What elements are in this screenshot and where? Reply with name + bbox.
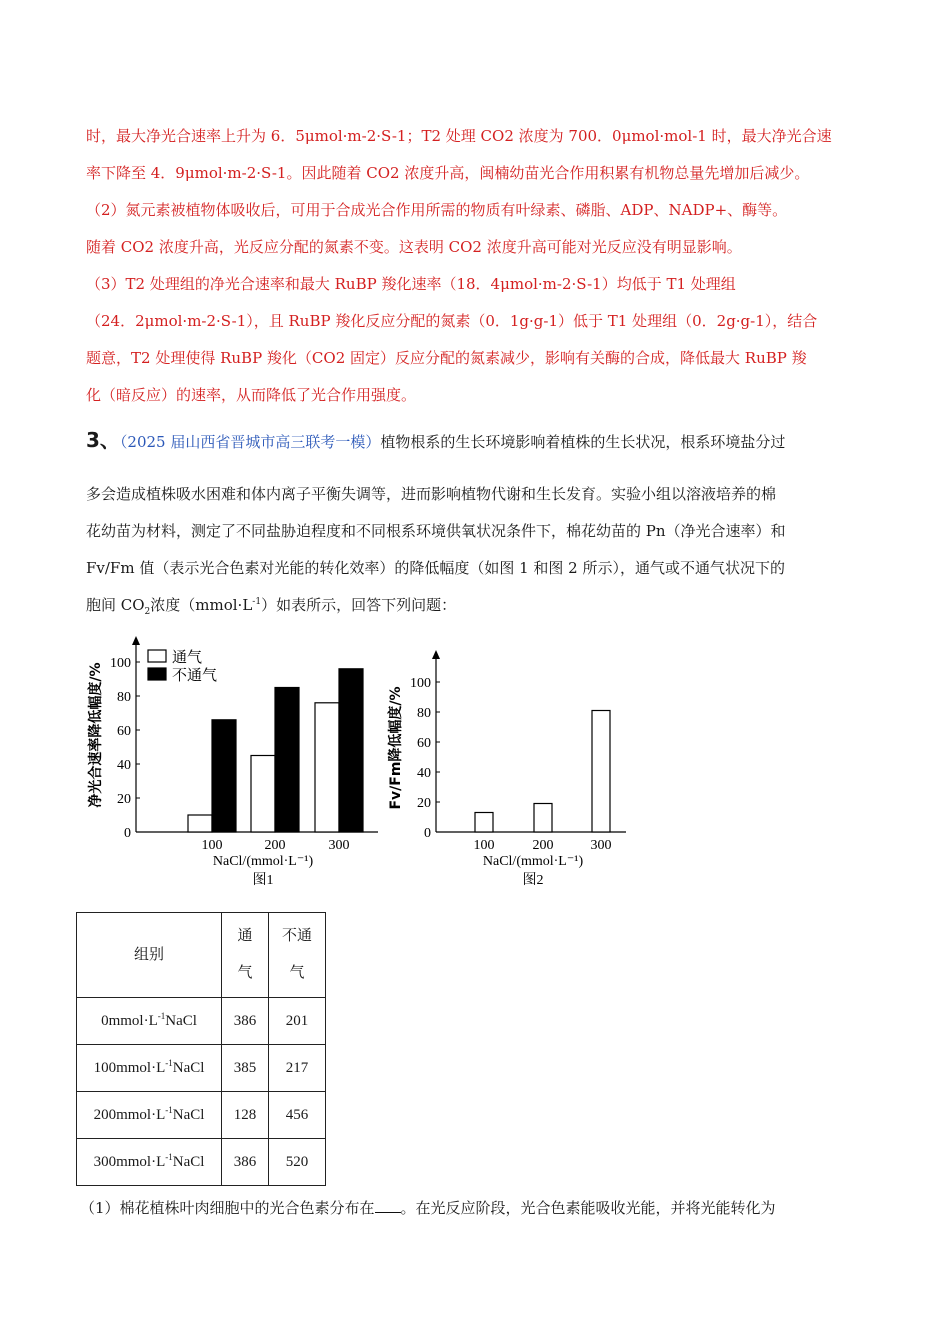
header-ventilated-a: 通 bbox=[237, 928, 253, 944]
subquestion-1 bbox=[80, 1190, 866, 1227]
answer-line-1: 时，最大净光合速率上升为 6．5μmol·m-2·S-1；T2 处理 CO2 浓度为 700．0μmol·mol-1 时，最大净光合速 bbox=[86, 127, 832, 145]
question-text-3: 花幼苗为材料，测定了不同盐胁迫程度和不同根系环境供氧状况条件下，棉花幼苗的 Pn（净光合速率）和 bbox=[86, 522, 786, 540]
y-tick-label: 80 bbox=[417, 706, 431, 721]
question-heading bbox=[86, 422, 866, 461]
y-tick-label: 0 bbox=[424, 826, 431, 841]
table-row bbox=[77, 1092, 326, 1139]
bar bbox=[592, 711, 610, 833]
answer-line-5: （3）T2 处理组的净光合速率和最大 RuBP 羧化速率（18．4μmol·m-2·S-1）均低于 T1 处理组 bbox=[86, 275, 736, 293]
figure-2-chart bbox=[386, 630, 636, 892]
question-text-2: 多会造成植株吸水困难和体内离子平衡失调等，进而影响植物代谢和生长发育。实验小组以溶液培养的棉 bbox=[86, 485, 777, 503]
subq1-a: （1）棉花植株叶肉细胞中的光合色素分布在 bbox=[80, 1199, 375, 1217]
question-source: （2025 届山西省晋城市高三联考一模） bbox=[119, 433, 381, 451]
x-axis-label: NaCl/(mmol·L⁻¹) bbox=[482, 854, 584, 869]
y-axis-arrow bbox=[132, 636, 140, 645]
question-text-5 bbox=[86, 587, 866, 624]
table-row bbox=[77, 1139, 326, 1186]
row-label: $200mmol\cdot L^{-1}NaCl$ bbox=[77, 1092, 222, 1139]
answer-line-8: 化（暗反应）的速率，从而降低了光合作用强度。 bbox=[86, 386, 417, 404]
legend-label: 通气 bbox=[172, 648, 203, 666]
x-tick-label: 300 bbox=[328, 838, 350, 853]
bar bbox=[339, 669, 363, 832]
bar bbox=[315, 703, 339, 832]
row-unventilated: 456 bbox=[269, 1092, 326, 1139]
x-tick-label: 100 bbox=[473, 838, 495, 853]
header-group: 组别 bbox=[77, 913, 222, 998]
answer-line-3: （2）氮元素被植物体吸收后，可用于合成光合作用所需的物质有叶绿素、磷脂、ADP、NADP+、酶等。 bbox=[86, 201, 788, 219]
answer-line-6: （24．2μmol·m-2·S-1），且 RuBP 羧化反应分配的氮素（0．1g·g-1）低于 T1 处理组（0．2g·g-1），结合 bbox=[86, 312, 818, 330]
row-unventilated: 520 bbox=[269, 1139, 326, 1186]
table-row bbox=[77, 1045, 326, 1092]
table-header-row bbox=[77, 913, 326, 998]
bar bbox=[212, 720, 236, 832]
y-tick-label: 60 bbox=[417, 736, 431, 751]
bar bbox=[188, 815, 212, 832]
chart-title: 图1 bbox=[252, 873, 274, 888]
figure-1-chart bbox=[86, 630, 386, 892]
x-tick-label: 100 bbox=[201, 838, 223, 853]
answer-line-7: 题意，T2 处理使得 RuBP 羧化（CO2 固定）反应分配的氮素减少，影响有关酶的合成，降低最大 RuBP 羧 bbox=[86, 349, 807, 367]
answer-line-4: 随着 CO2 浓度升高，光反应分配的氮素不变。这表明 CO2 浓度升高可能对光反应没有明显影响。 bbox=[86, 238, 742, 256]
question-text-4: Fv/Fm 值（表示光合色素对光能的转化效率）的降低幅度（如图 1 和图 2 所示），通气或不通气状况下的 bbox=[86, 559, 785, 577]
y-tick-label: 100 bbox=[110, 656, 131, 671]
row-label: $300mmol\cdot L^{-1}NaCl$ bbox=[77, 1139, 222, 1186]
legend-swatch bbox=[148, 668, 166, 680]
row-ventilated: 386 bbox=[222, 998, 269, 1045]
question-text-1: 植物根系的生长环境影响着植株的生长状况，根系环境盐分过 bbox=[380, 433, 786, 451]
y-axis-label: 净光合速率降低幅度/% bbox=[88, 662, 104, 808]
figures bbox=[86, 630, 866, 892]
question-number: 3、 bbox=[86, 428, 120, 452]
bar bbox=[275, 688, 299, 833]
y-tick-label: 60 bbox=[117, 724, 131, 739]
text5-a: 胞间 CO bbox=[86, 596, 145, 614]
y-axis-arrow bbox=[432, 650, 440, 659]
row-ventilated: 385 bbox=[222, 1045, 269, 1092]
row-label: $100mmol\cdot L^{-1}NaCl$ bbox=[77, 1045, 222, 1092]
y-tick-label: 100 bbox=[410, 676, 431, 691]
x-tick-label: 300 bbox=[590, 838, 612, 853]
y-tick-label: 80 bbox=[117, 690, 131, 705]
chart-title: 图2 bbox=[522, 873, 544, 888]
bar bbox=[534, 804, 552, 833]
x-axis-label: NaCl/(mmol·L⁻¹) bbox=[212, 854, 314, 869]
bar bbox=[251, 756, 275, 833]
document-page bbox=[80, 118, 866, 1227]
header-unventilated bbox=[269, 913, 326, 998]
y-tick-label: 20 bbox=[117, 792, 131, 807]
table-row bbox=[77, 998, 326, 1045]
y-tick-label: 40 bbox=[117, 758, 131, 773]
x-tick-label: 200 bbox=[532, 838, 554, 853]
text5-sub: 2 bbox=[144, 607, 151, 617]
header-ventilated bbox=[222, 913, 269, 998]
co2-table bbox=[76, 912, 326, 1186]
header-unventilated-a: 不通 bbox=[281, 928, 312, 944]
x-tick-label: 200 bbox=[264, 838, 286, 853]
y-tick-label: 20 bbox=[417, 796, 431, 811]
row-unventilated: 217 bbox=[269, 1045, 326, 1092]
y-tick-label: 0 bbox=[124, 826, 131, 841]
row-ventilated: 386 bbox=[222, 1139, 269, 1186]
y-tick-label: 40 bbox=[417, 766, 431, 781]
header-unventilated-b: 气 bbox=[289, 965, 305, 981]
bar bbox=[475, 813, 493, 833]
row-unventilated: 201 bbox=[269, 998, 326, 1045]
row-label: $0mmol\cdot L^{-1}NaCl$ bbox=[77, 998, 222, 1045]
text5-c: ）如表所示，回答下列问题： bbox=[261, 596, 457, 614]
subq1-b: 。在光反应阶段，光合色素能吸收光能，并将光能转化为 bbox=[400, 1199, 776, 1217]
y-axis-label: Fv/Fm降低幅度/% bbox=[388, 686, 404, 810]
legend-swatch bbox=[148, 650, 166, 662]
answer-blank[interactable] bbox=[375, 1198, 401, 1213]
legend-label: 不通气 bbox=[172, 666, 218, 684]
text5-sup: -1 bbox=[252, 597, 262, 607]
answer-line-2: 率下降至 4．9μmol·m-2·S-1。因此随着 CO2 浓度升高，闽楠幼苗光合作用积累有机物总量先增加后减少。 bbox=[86, 164, 810, 182]
text5-b: 浓度（mmol·L bbox=[150, 596, 253, 614]
header-ventilated-b: 气 bbox=[237, 965, 253, 981]
row-ventilated: 128 bbox=[222, 1092, 269, 1139]
